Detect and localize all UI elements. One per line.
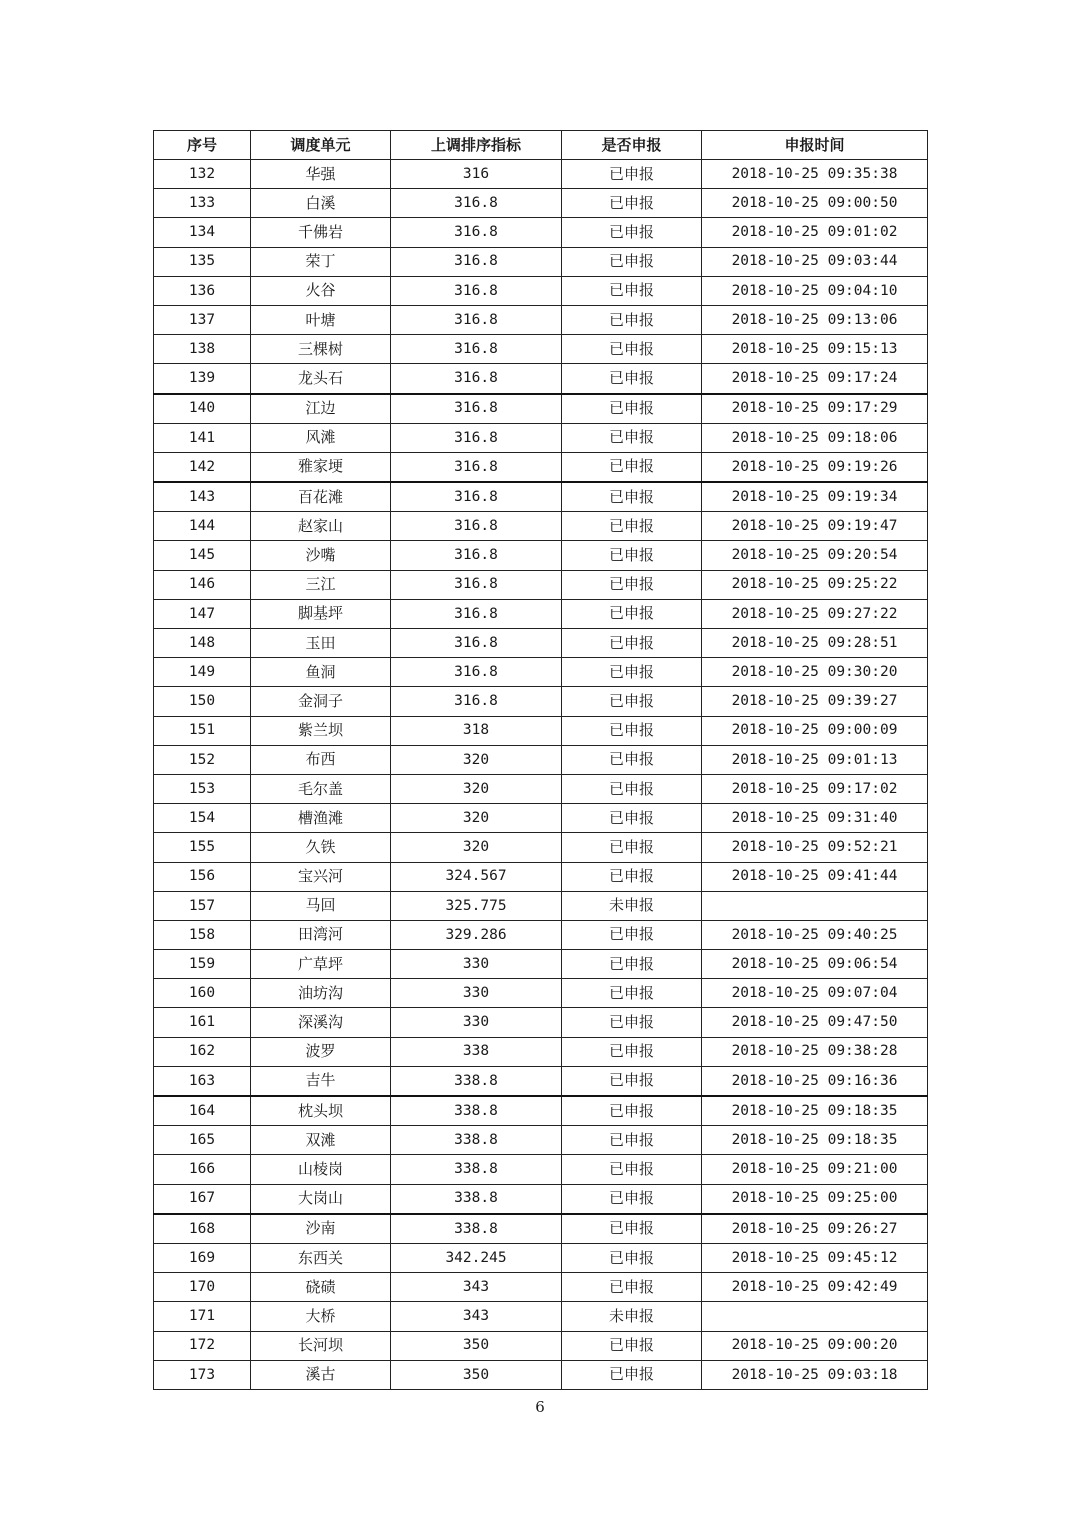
cell-serial-number: 147	[154, 599, 251, 628]
cell-declared-status: 已申报	[562, 1360, 702, 1389]
cell-dispatch-unit: 火谷	[251, 276, 391, 305]
cell-declaration-time: 2018-10-25 09:31:40	[702, 804, 928, 833]
cell-upward-ranking-index: 316	[391, 160, 562, 189]
cell-serial-number: 169	[154, 1243, 251, 1272]
cell-declaration-time	[702, 1302, 928, 1331]
table-row	[154, 979, 928, 1008]
cell-dispatch-unit: 布西	[251, 745, 391, 774]
table-row	[154, 1184, 928, 1214]
cell-serial-number: 136	[154, 276, 251, 305]
cell-dispatch-unit: 毛尔盖	[251, 774, 391, 803]
cell-dispatch-unit: 沙南	[251, 1214, 391, 1244]
cell-upward-ranking-index: 320	[391, 833, 562, 862]
cell-declared-status: 已申报	[562, 1126, 702, 1155]
cell-declared-status: 已申报	[562, 1214, 702, 1244]
header-upward-ranking-index: 上调排序指标	[391, 131, 562, 160]
cell-upward-ranking-index: 338.8	[391, 1126, 562, 1155]
cell-serial-number: 167	[154, 1184, 251, 1214]
cell-declaration-time: 2018-10-25 09:17:24	[702, 364, 928, 394]
header-serial-number: 序号	[154, 131, 251, 160]
cell-declared-status: 已申报	[562, 1096, 702, 1126]
cell-declaration-time: 2018-10-25 09:28:51	[702, 629, 928, 658]
cell-declaration-time: 2018-10-25 09:40:25	[702, 920, 928, 949]
cell-upward-ranking-index: 316.8	[391, 599, 562, 628]
cell-upward-ranking-index: 316.8	[391, 335, 562, 364]
cell-declaration-time: 2018-10-25 09:41:44	[702, 862, 928, 891]
cell-dispatch-unit: 槽渔滩	[251, 804, 391, 833]
cell-declared-status: 已申报	[562, 364, 702, 394]
cell-upward-ranking-index: 350	[391, 1360, 562, 1389]
table-row	[154, 1096, 928, 1126]
cell-upward-ranking-index: 316.8	[391, 658, 562, 687]
cell-serial-number: 144	[154, 512, 251, 541]
cell-declared-status: 已申报	[562, 979, 702, 1008]
cell-declaration-time: 2018-10-25 09:18:06	[702, 423, 928, 452]
table-row	[154, 687, 928, 716]
cell-dispatch-unit: 鱼洞	[251, 658, 391, 687]
cell-dispatch-unit: 溪古	[251, 1360, 391, 1389]
cell-upward-ranking-index: 316.8	[391, 423, 562, 452]
table-row	[154, 745, 928, 774]
table-body	[154, 160, 928, 1390]
cell-dispatch-unit: 长河坝	[251, 1331, 391, 1360]
cell-dispatch-unit: 千佛岩	[251, 218, 391, 247]
cell-declaration-time: 2018-10-25 09:21:00	[702, 1155, 928, 1184]
cell-upward-ranking-index: 316.8	[391, 189, 562, 218]
dispatch-report-table	[153, 130, 928, 1390]
cell-upward-ranking-index: 316.8	[391, 570, 562, 599]
table-row	[154, 160, 928, 189]
cell-declaration-time: 2018-10-25 09:38:28	[702, 1037, 928, 1066]
cell-serial-number: 165	[154, 1126, 251, 1155]
cell-declared-status: 已申报	[562, 512, 702, 541]
cell-declared-status: 已申报	[562, 1273, 702, 1302]
cell-declaration-time: 2018-10-25 09:00:09	[702, 716, 928, 745]
header-declared-status: 是否申报	[562, 131, 702, 160]
cell-declaration-time: 2018-10-25 09:03:44	[702, 247, 928, 276]
cell-serial-number: 139	[154, 364, 251, 394]
cell-declaration-time: 2018-10-25 09:01:02	[702, 218, 928, 247]
cell-serial-number: 132	[154, 160, 251, 189]
cell-declared-status: 已申报	[562, 1008, 702, 1037]
table-row	[154, 452, 928, 482]
cell-upward-ranking-index: 350	[391, 1331, 562, 1360]
cell-serial-number: 158	[154, 920, 251, 949]
cell-serial-number: 149	[154, 658, 251, 687]
cell-dispatch-unit: 紫兰坝	[251, 716, 391, 745]
cell-upward-ranking-index: 316.8	[391, 629, 562, 658]
cell-dispatch-unit: 枕头坝	[251, 1096, 391, 1126]
cell-dispatch-unit: 江边	[251, 394, 391, 424]
cell-upward-ranking-index: 330	[391, 979, 562, 1008]
header-declaration-time: 申报时间	[702, 131, 928, 160]
cell-declared-status: 已申报	[562, 1037, 702, 1066]
cell-upward-ranking-index: 316.8	[391, 276, 562, 305]
cell-upward-ranking-index: 316.8	[391, 541, 562, 570]
cell-declaration-time: 2018-10-25 09:19:47	[702, 512, 928, 541]
cell-declared-status: 已申报	[562, 1066, 702, 1096]
cell-upward-ranking-index: 338.8	[391, 1155, 562, 1184]
cell-declaration-time: 2018-10-25 09:06:54	[702, 950, 928, 979]
table-row	[154, 1243, 928, 1272]
cell-serial-number: 150	[154, 687, 251, 716]
cell-dispatch-unit: 油坊沟	[251, 979, 391, 1008]
table-row	[154, 716, 928, 745]
cell-serial-number: 162	[154, 1037, 251, 1066]
cell-upward-ranking-index: 338.8	[391, 1184, 562, 1214]
cell-serial-number: 155	[154, 833, 251, 862]
cell-upward-ranking-index: 342.245	[391, 1243, 562, 1272]
cell-serial-number: 138	[154, 335, 251, 364]
cell-declaration-time: 2018-10-25 09:16:36	[702, 1066, 928, 1096]
table-row	[154, 658, 928, 687]
cell-declaration-time: 2018-10-25 09:30:20	[702, 658, 928, 687]
cell-declaration-time: 2018-10-25 09:04:10	[702, 276, 928, 305]
cell-declaration-time: 2018-10-25 09:45:12	[702, 1243, 928, 1272]
cell-dispatch-unit: 大桥	[251, 1302, 391, 1331]
cell-serial-number: 142	[154, 452, 251, 482]
cell-declared-status: 已申报	[562, 247, 702, 276]
cell-dispatch-unit: 山棱岗	[251, 1155, 391, 1184]
cell-serial-number: 146	[154, 570, 251, 599]
cell-declared-status: 已申报	[562, 1155, 702, 1184]
cell-serial-number: 140	[154, 394, 251, 424]
table-row	[154, 1066, 928, 1096]
table-row	[154, 276, 928, 305]
page-number: 6	[535, 1398, 545, 1416]
cell-upward-ranking-index: 338.8	[391, 1214, 562, 1244]
cell-declaration-time: 2018-10-25 09:19:26	[702, 452, 928, 482]
table-row	[154, 1273, 928, 1302]
cell-declared-status: 已申报	[562, 189, 702, 218]
cell-declaration-time: 2018-10-25 09:25:00	[702, 1184, 928, 1214]
table-row	[154, 1126, 928, 1155]
table-row	[154, 364, 928, 394]
cell-declared-status: 已申报	[562, 1184, 702, 1214]
cell-dispatch-unit: 龙头石	[251, 364, 391, 394]
cell-declared-status: 已申报	[562, 1243, 702, 1272]
cell-declaration-time: 2018-10-25 09:18:35	[702, 1096, 928, 1126]
cell-dispatch-unit: 深溪沟	[251, 1008, 391, 1037]
table-row	[154, 482, 928, 512]
cell-declared-status: 已申报	[562, 599, 702, 628]
table-row	[154, 774, 928, 803]
cell-declaration-time: 2018-10-25 09:20:54	[702, 541, 928, 570]
cell-dispatch-unit: 百花滩	[251, 482, 391, 512]
cell-dispatch-unit: 赵家山	[251, 512, 391, 541]
table-row	[154, 862, 928, 891]
table-row	[154, 305, 928, 334]
cell-upward-ranking-index: 316.8	[391, 218, 562, 247]
cell-declared-status: 已申报	[562, 804, 702, 833]
cell-serial-number: 172	[154, 1331, 251, 1360]
cell-dispatch-unit: 三棵树	[251, 335, 391, 364]
cell-dispatch-unit: 大岗山	[251, 1184, 391, 1214]
table-row	[154, 1360, 928, 1389]
cell-upward-ranking-index: 330	[391, 950, 562, 979]
cell-declared-status: 已申报	[562, 305, 702, 334]
cell-declared-status: 已申报	[562, 687, 702, 716]
cell-declaration-time: 2018-10-25 09:42:49	[702, 1273, 928, 1302]
cell-dispatch-unit: 华强	[251, 160, 391, 189]
cell-declaration-time: 2018-10-25 09:19:34	[702, 482, 928, 512]
cell-serial-number: 153	[154, 774, 251, 803]
cell-declaration-time: 2018-10-25 09:26:27	[702, 1214, 928, 1244]
cell-upward-ranking-index: 316.8	[391, 482, 562, 512]
cell-serial-number: 168	[154, 1214, 251, 1244]
cell-declared-status: 已申报	[562, 570, 702, 599]
cell-upward-ranking-index: 316.8	[391, 305, 562, 334]
cell-dispatch-unit: 波罗	[251, 1037, 391, 1066]
cell-dispatch-unit: 东西关	[251, 1243, 391, 1272]
cell-upward-ranking-index: 320	[391, 745, 562, 774]
cell-upward-ranking-index: 316.8	[391, 687, 562, 716]
cell-declared-status: 已申报	[562, 833, 702, 862]
cell-dispatch-unit: 叶塘	[251, 305, 391, 334]
cell-serial-number: 145	[154, 541, 251, 570]
cell-declared-status: 已申报	[562, 745, 702, 774]
cell-serial-number: 152	[154, 745, 251, 774]
table-row	[154, 570, 928, 599]
cell-serial-number: 135	[154, 247, 251, 276]
cell-dispatch-unit: 荣丁	[251, 247, 391, 276]
cell-upward-ranking-index: 338	[391, 1037, 562, 1066]
cell-serial-number: 164	[154, 1096, 251, 1126]
cell-dispatch-unit: 沙嘴	[251, 541, 391, 570]
table-header-row	[154, 131, 928, 160]
table-row	[154, 1331, 928, 1360]
cell-serial-number: 154	[154, 804, 251, 833]
cell-serial-number: 173	[154, 1360, 251, 1389]
cell-declaration-time: 2018-10-25 09:52:21	[702, 833, 928, 862]
cell-dispatch-unit: 马回	[251, 891, 391, 920]
cell-dispatch-unit: 久铁	[251, 833, 391, 862]
cell-declaration-time: 2018-10-25 09:07:04	[702, 979, 928, 1008]
cell-declared-status: 已申报	[562, 218, 702, 247]
cell-declaration-time: 2018-10-25 09:18:35	[702, 1126, 928, 1155]
cell-declared-status: 已申报	[562, 482, 702, 512]
table-row	[154, 1214, 928, 1244]
cell-serial-number: 160	[154, 979, 251, 1008]
cell-declaration-time: 2018-10-25 09:39:27	[702, 687, 928, 716]
cell-declared-status: 已申报	[562, 862, 702, 891]
cell-dispatch-unit: 雅家埂	[251, 452, 391, 482]
cell-declaration-time: 2018-10-25 09:13:06	[702, 305, 928, 334]
cell-upward-ranking-index: 330	[391, 1008, 562, 1037]
cell-serial-number: 143	[154, 482, 251, 512]
cell-declared-status: 已申报	[562, 950, 702, 979]
table-row	[154, 1037, 928, 1066]
cell-declaration-time: 2018-10-25 09:15:13	[702, 335, 928, 364]
cell-declaration-time: 2018-10-25 09:35:38	[702, 160, 928, 189]
cell-serial-number: 163	[154, 1066, 251, 1096]
header-dispatch-unit: 调度单元	[251, 131, 391, 160]
cell-upward-ranking-index: 316.8	[391, 452, 562, 482]
cell-upward-ranking-index: 343	[391, 1302, 562, 1331]
table-row	[154, 247, 928, 276]
cell-serial-number: 171	[154, 1302, 251, 1331]
cell-dispatch-unit: 硗碛	[251, 1273, 391, 1302]
cell-declared-status: 已申报	[562, 394, 702, 424]
cell-upward-ranking-index: 316.8	[391, 247, 562, 276]
cell-declaration-time	[702, 891, 928, 920]
cell-declared-status: 已申报	[562, 541, 702, 570]
cell-declared-status: 已申报	[562, 452, 702, 482]
table-row	[154, 512, 928, 541]
cell-declared-status: 已申报	[562, 658, 702, 687]
table-row	[154, 833, 928, 862]
cell-serial-number: 157	[154, 891, 251, 920]
table-row	[154, 1155, 928, 1184]
cell-upward-ranking-index: 343	[391, 1273, 562, 1302]
cell-upward-ranking-index: 320	[391, 804, 562, 833]
cell-upward-ranking-index: 325.775	[391, 891, 562, 920]
cell-declared-status: 已申报	[562, 920, 702, 949]
cell-declaration-time: 2018-10-25 09:03:18	[702, 1360, 928, 1389]
cell-serial-number: 151	[154, 716, 251, 745]
table-row	[154, 891, 928, 920]
cell-upward-ranking-index: 316.8	[391, 364, 562, 394]
cell-serial-number: 156	[154, 862, 251, 891]
cell-declared-status: 未申报	[562, 891, 702, 920]
cell-declared-status: 已申报	[562, 276, 702, 305]
cell-declared-status: 已申报	[562, 335, 702, 364]
cell-dispatch-unit: 双滩	[251, 1126, 391, 1155]
cell-upward-ranking-index: 338.8	[391, 1096, 562, 1126]
cell-upward-ranking-index: 316.8	[391, 512, 562, 541]
cell-dispatch-unit: 田湾河	[251, 920, 391, 949]
cell-declaration-time: 2018-10-25 09:17:02	[702, 774, 928, 803]
table-row	[154, 423, 928, 452]
cell-serial-number: 148	[154, 629, 251, 658]
table-row	[154, 218, 928, 247]
cell-dispatch-unit: 三江	[251, 570, 391, 599]
cell-upward-ranking-index: 320	[391, 774, 562, 803]
cell-dispatch-unit: 广草坪	[251, 950, 391, 979]
cell-declaration-time: 2018-10-25 09:01:13	[702, 745, 928, 774]
cell-dispatch-unit: 脚基坪	[251, 599, 391, 628]
table-row	[154, 189, 928, 218]
cell-declaration-time: 2018-10-25 09:00:50	[702, 189, 928, 218]
cell-upward-ranking-index: 329.286	[391, 920, 562, 949]
cell-serial-number: 133	[154, 189, 251, 218]
cell-declared-status: 已申报	[562, 1331, 702, 1360]
cell-upward-ranking-index: 316.8	[391, 394, 562, 424]
table-row	[154, 394, 928, 424]
table-row	[154, 629, 928, 658]
cell-upward-ranking-index: 324.567	[391, 862, 562, 891]
cell-declared-status: 已申报	[562, 629, 702, 658]
cell-serial-number: 166	[154, 1155, 251, 1184]
cell-serial-number: 170	[154, 1273, 251, 1302]
cell-serial-number: 141	[154, 423, 251, 452]
cell-declared-status: 已申报	[562, 716, 702, 745]
cell-serial-number: 134	[154, 218, 251, 247]
table-row	[154, 950, 928, 979]
cell-declaration-time: 2018-10-25 09:27:22	[702, 599, 928, 628]
table-row	[154, 335, 928, 364]
cell-declared-status: 已申报	[562, 774, 702, 803]
table-row	[154, 1302, 928, 1331]
table-row	[154, 599, 928, 628]
cell-dispatch-unit: 宝兴河	[251, 862, 391, 891]
cell-upward-ranking-index: 338.8	[391, 1066, 562, 1096]
cell-declared-status: 已申报	[562, 423, 702, 452]
table-row	[154, 920, 928, 949]
cell-dispatch-unit: 风滩	[251, 423, 391, 452]
cell-declaration-time: 2018-10-25 09:17:29	[702, 394, 928, 424]
cell-declared-status: 已申报	[562, 160, 702, 189]
cell-serial-number: 159	[154, 950, 251, 979]
cell-declaration-time: 2018-10-25 09:00:20	[702, 1331, 928, 1360]
cell-declaration-time: 2018-10-25 09:25:22	[702, 570, 928, 599]
cell-declaration-time: 2018-10-25 09:47:50	[702, 1008, 928, 1037]
cell-declared-status: 未申报	[562, 1302, 702, 1331]
cell-dispatch-unit: 金洞子	[251, 687, 391, 716]
table-row	[154, 804, 928, 833]
cell-serial-number: 161	[154, 1008, 251, 1037]
cell-upward-ranking-index: 318	[391, 716, 562, 745]
cell-dispatch-unit: 吉牛	[251, 1066, 391, 1096]
cell-dispatch-unit: 玉田	[251, 629, 391, 658]
table-row	[154, 1008, 928, 1037]
table-row	[154, 541, 928, 570]
cell-dispatch-unit: 白溪	[251, 189, 391, 218]
cell-serial-number: 137	[154, 305, 251, 334]
